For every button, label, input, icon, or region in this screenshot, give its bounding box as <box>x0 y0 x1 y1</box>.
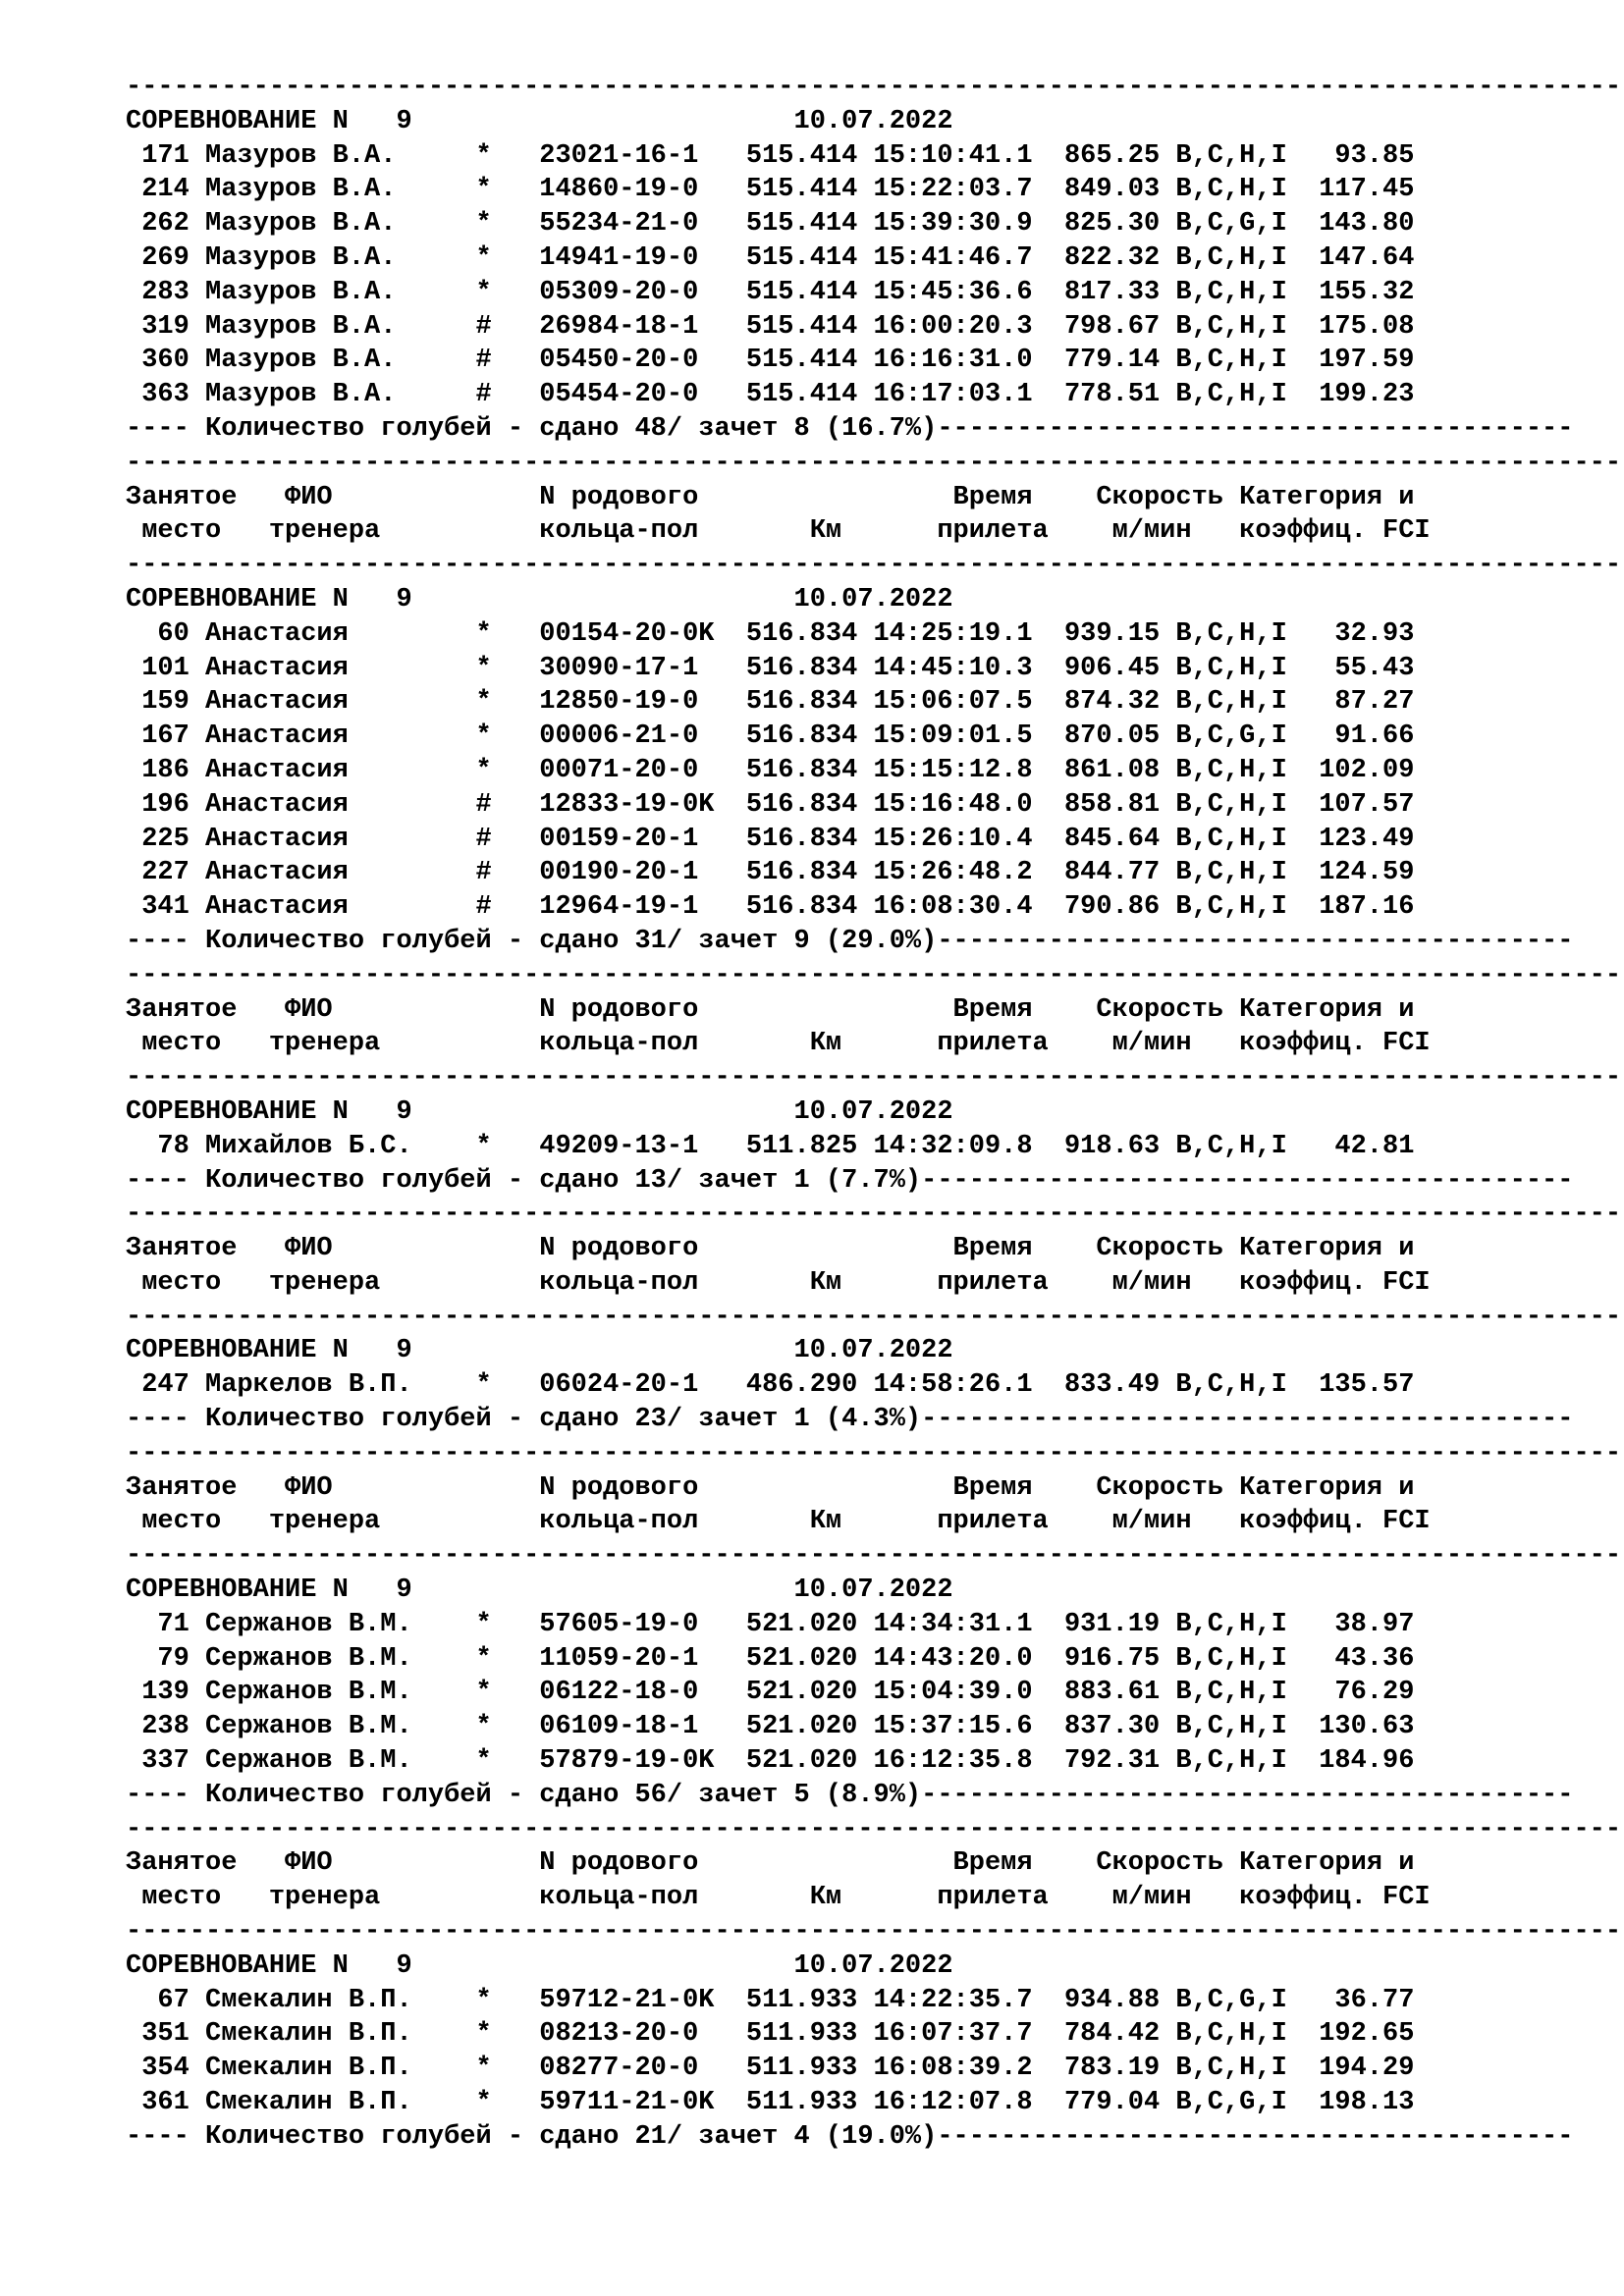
separator-line: ---------------------------------------------------------------------------------------------- <box>126 960 1622 990</box>
separator-line: ---------------------------------------------------------------------------------------------- <box>126 73 1622 102</box>
result-row: 283 Мазуров В.А. * 05309-20-0 515.414 15:45:36.6 817.33 B,C,H,I 155.32 <box>126 277 1415 307</box>
competition-header: СОРЕВНОВАНИЕ N 9 10.07.2022 <box>126 1575 953 1606</box>
column-header: место тренера кольца-пол Км прилета м/мин коэффиц. FCI <box>126 516 1431 547</box>
separator-line: ---------------------------------------------------------------------------------------------- <box>126 1063 1622 1094</box>
summary-line: ---- Количество голубей - сдано 21/ зачет 4 (19.0%)---------------------------------------- <box>126 2121 1574 2152</box>
result-row: 341 Анастасия # 12964-19-1 516.834 16:08:30.4 790.86 B,C,H,I 187.16 <box>126 892 1415 923</box>
result-row: 196 Анастасия # 12833-19-0K 516.834 15:16:48.0 858.81 B,C,H,I 107.57 <box>126 789 1415 820</box>
column-header: место тренера кольца-пол Км прилета м/мин коэффиц. FCI <box>126 1883 1431 1913</box>
result-row: 262 Мазуров В.А. * 55234-21-0 515.414 15:39:30.9 825.30 B,C,G,I 143.80 <box>126 209 1415 240</box>
column-header: место тренера кольца-пол Км прилета м/мин коэффиц. FCI <box>126 1267 1431 1298</box>
column-header: Занятое ФИО N родового Время Скорость Категория и <box>126 1472 1415 1503</box>
result-row: 186 Анастасия * 00071-20-0 516.834 15:15:12.8 861.08 B,C,H,I 102.09 <box>126 755 1415 785</box>
result-row: 363 Мазуров В.А. # 05454-20-0 515.414 16:17:03.1 778.51 B,C,H,I 199.23 <box>126 380 1415 410</box>
summary-line: ---- Количество голубей - сдано 31/ зачет 9 (29.0%)---------------------------------------- <box>126 926 1574 956</box>
result-row: 225 Анастасия # 00159-20-1 516.834 15:26:10.4 845.64 B,C,H,I 123.49 <box>126 824 1415 854</box>
result-row: 351 Смекалин В.П. * 08213-20-0 511.933 16:07:37.7 784.42 B,C,H,I 192.65 <box>126 2019 1415 2050</box>
result-row: 79 Сержанов В.М. * 11059-20-1 521.020 14:43:20.0 916.75 B,C,H,I 43.36 <box>126 1643 1415 1674</box>
result-row: 167 Анастасия * 00006-21-0 516.834 15:09:01.5 870.05 B,C,G,I 91.66 <box>126 721 1415 752</box>
result-row: 238 Сержанов В.М. * 06109-18-1 521.020 15:37:15.6 837.30 B,C,H,I 130.63 <box>126 1712 1415 1742</box>
summary-line: ---- Количество голубей - сдано 48/ зачет 8 (16.7%)---------------------------------------- <box>126 413 1574 444</box>
result-row: 214 Мазуров В.А. * 14860-19-0 515.414 15:22:03.7 849.03 B,C,H,I 117.45 <box>126 175 1415 205</box>
summary-line: ---- Количество голубей - сдано 56/ зачет 5 (8.9%)----------------------------------------- <box>126 1780 1574 1810</box>
summary-line: ---- Количество голубей - сдано 23/ зачет 1 (4.3%)----------------------------------------- <box>126 1405 1574 1435</box>
summary-line: ---- Количество голубей - сдано 13/ зачет 1 (7.7%)----------------------------------------- <box>126 1165 1574 1196</box>
result-row: 337 Сержанов В.М. * 57879-19-0K 521.020 16:12:35.8 792.31 B,C,H,I 184.96 <box>126 1746 1415 1777</box>
separator-line: ---------------------------------------------------------------------------------------------- <box>126 1541 1622 1572</box>
separator-line: ---------------------------------------------------------------------------------------------- <box>126 551 1622 581</box>
competition-header: СОРЕВНОВАНИЕ N 9 10.07.2022 <box>126 1950 953 1981</box>
result-row: 171 Мазуров В.А. * 23021-16-1 515.414 15:10:41.1 865.25 B,C,H,I 93.85 <box>126 140 1415 171</box>
result-row: 139 Сержанов В.М. * 06122-18-0 521.020 15:04:39.0 883.61 B,C,H,I 76.29 <box>126 1678 1415 1708</box>
competition-header: СОРЕВНОВАНИЕ N 9 10.07.2022 <box>126 106 953 136</box>
result-row: 361 Смекалин В.П. * 59711-21-0K 511.933 16:12:07.8 779.04 B,C,G,I 198.13 <box>126 2088 1415 2118</box>
column-header: Занятое ФИО N родового Время Скорость Категория и <box>126 1234 1415 1264</box>
result-row: 269 Мазуров В.А. * 14941-19-0 515.414 15:41:46.7 822.32 B,C,H,I 147.64 <box>126 242 1415 273</box>
column-header: место тренера кольца-пол Км прилета м/мин коэффиц. FCI <box>126 1029 1431 1059</box>
result-row: 71 Сержанов В.М. * 57605-19-0 521.020 14:34:31.1 931.19 B,C,H,I 38.97 <box>126 1609 1415 1639</box>
separator-line: ---------------------------------------------------------------------------------------------- <box>126 1814 1622 1844</box>
result-row: 227 Анастасия # 00190-20-1 516.834 15:26:48.2 844.77 B,C,H,I 124.59 <box>126 858 1415 888</box>
competition-header: СОРЕВНОВАНИЕ N 9 10.07.2022 <box>126 584 953 614</box>
result-row: 247 Маркелов В.П. * 06024-20-1 486.290 14:58:26.1 833.49 B,C,H,I 135.57 <box>126 1370 1415 1401</box>
column-header: Занятое ФИО N родового Время Скорость Категория и <box>126 1848 1415 1879</box>
column-header: Занятое ФИО N родового Время Скорость Категория и <box>126 994 1415 1025</box>
competition-header: СОРЕВНОВАНИЕ N 9 10.07.2022 <box>126 1096 953 1127</box>
results-printout <box>126 71 1622 2155</box>
separator-line: ---------------------------------------------------------------------------------------------- <box>126 1200 1622 1230</box>
result-row: 101 Анастасия * 30090-17-1 516.834 14:45:10.3 906.45 B,C,H,I 55.43 <box>126 653 1415 683</box>
separator-line: ---------------------------------------------------------------------------------------------- <box>126 1302 1622 1332</box>
competition-header: СОРЕВНОВАНИЕ N 9 10.07.2022 <box>126 1336 953 1366</box>
result-row: 159 Анастасия * 12850-19-0 516.834 15:06:07.5 874.32 B,C,H,I 87.27 <box>126 687 1415 718</box>
separator-line: ---------------------------------------------------------------------------------------------- <box>126 1917 1622 1948</box>
result-row: 67 Смекалин В.П. * 59712-21-0K 511.933 14:22:35.7 934.88 B,C,G,I 36.77 <box>126 1985 1415 2015</box>
separator-line: ---------------------------------------------------------------------------------------------- <box>126 1438 1622 1468</box>
result-row: 360 Мазуров В.А. # 05450-20-0 515.414 16:16:31.0 779.14 B,C,H,I 197.59 <box>126 346 1415 376</box>
result-row: 78 Михайлов Б.С. * 49209-13-1 511.825 14:32:09.8 918.63 B,C,H,I 42.81 <box>126 1131 1415 1161</box>
column-header: Занятое ФИО N родового Время Скорость Категория и <box>126 482 1415 512</box>
separator-line: ---------------------------------------------------------------------------------------------- <box>126 448 1622 478</box>
result-row: 354 Смекалин В.П. * 08277-20-0 511.933 16:08:39.2 783.19 B,C,H,I 194.29 <box>126 2054 1415 2084</box>
column-header: место тренера кольца-пол Км прилета м/мин коэффиц. FCI <box>126 1507 1431 1537</box>
result-row: 319 Мазуров В.А. # 26984-18-1 515.414 16:00:20.3 798.67 B,C,H,I 175.08 <box>126 311 1415 342</box>
result-row: 60 Анастасия * 00154-20-0K 516.834 14:25:19.1 939.15 B,C,H,I 32.93 <box>126 618 1415 649</box>
